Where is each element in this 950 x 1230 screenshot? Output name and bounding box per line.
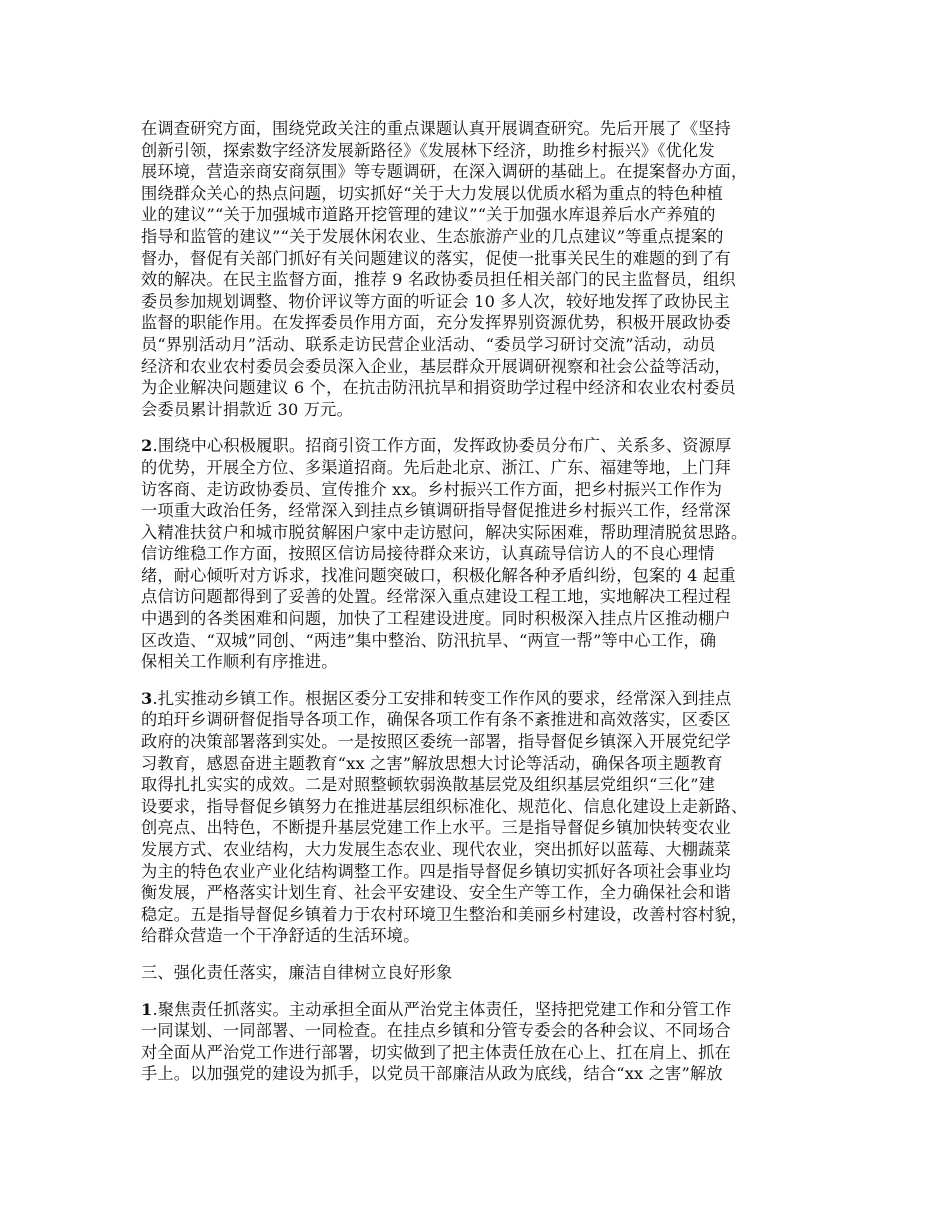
- text-line: 员“界别活动月”活动、联系走访民营企业活动、“委员学习研讨交流”活动，动员: [141, 334, 716, 354]
- text-line: 取得扎扎实实的成效。二是对照整顿软弱涣散基层党及组织基层党组织“三化”建: [141, 775, 716, 795]
- paragraph-section-3-1: [141, 999, 841, 1085]
- text-line: 经济和农业农村委员会委员深入企业，基层群众开展调研视察和社会公益等活动，: [141, 356, 731, 376]
- item-number: 2: [141, 436, 153, 456]
- text-line: 创亮点、出特色，不断提升基层党建工作上水平。三是指导督促乡镇加快转变农业: [141, 818, 731, 838]
- text-line: [141, 688, 841, 710]
- text-line: 信访维稳工作方面，按照区信访局接待群众来访，认真疏导信访人的不良心理情: [141, 544, 715, 564]
- text-line: 会委员累计捐款近 30 万元。: [141, 399, 353, 419]
- text-line: 发展方式、农业结构，大力发展生态农业、现代农业，突出抓好以蓝莓、大棚蔬菜: [141, 840, 731, 859]
- text-line: 中遇到的各类困难和问题，加快了工程建设进度。同时积极深入挂点片区推动棚户: [141, 609, 731, 629]
- text-line: 习教育，感恩奋进主题教育“xx 之害”解放思想大讨论等活动，确保各项主题教育: [141, 753, 723, 773]
- text-line: 给群众营造一个干净舒适的生活环境。: [141, 926, 420, 946]
- text-line: 衡发展，严格落实计划生育、社会平安建设、安全生产等工作，全力确保社会和谐: [141, 883, 731, 903]
- text-line: 访客商、走访政协委员、宣传推介 xx。乡村振兴工作方面，把乡村振兴工作作为: [141, 479, 723, 499]
- text-line: 一项重大政治任务，经常深入到挂点乡镇调研指导督促推进乡村振兴工作，经常深: [141, 501, 731, 521]
- item-number: 3: [141, 688, 153, 708]
- text-line: 一同谋划、一同部署、一同检查。在挂点乡镇和分管专委会的各种会议、不同场合: [141, 1021, 731, 1041]
- text-line: 绪，耐心倾听对方诉求，找准问题突破口，积极化解各种矛盾纠纷，包案的 4 起重: [141, 565, 736, 585]
- text-line: 效的解决。在民主监督方面，推荐 9 名政协委员担任相关部门的民主监督员，组织: [141, 270, 736, 290]
- text-line: 设要求，指导督促乡镇努力在推进基层组织标准化、规范化、信息化建设上走新路、: [141, 796, 748, 816]
- text-line: 督办，督促有关部门抓好有关问题建议的落实，促使一批事关民生的难题的到了有: [141, 248, 731, 268]
- document-body: [141, 118, 841, 1085]
- text-line: 的优势，开展全方位、多渠道招商。先后赴北京、浙江、广东、福建等地，上门拜: [141, 457, 731, 477]
- text-line: 围绕群众关心的热点问题，切实抓好“关于大力发展以优质水稻为重点的特色种植: [141, 183, 724, 203]
- text-line: 入精准扶贫户和城市脱贫解困户家中走访慰问，解决实际困难，帮助理清脱贫思路。: [141, 522, 748, 542]
- text-line: 政府的决策部署落到实处。一是按照区委统一部署，指导督促乡镇深入开展党纪学: [141, 732, 731, 752]
- text-line: [141, 999, 841, 1021]
- text-line-body: .聚焦责任抓落实。主动承担全面从严治党主体责任，坚持把党建工作和分管工作: [152, 999, 732, 1019]
- section-heading: [141, 962, 841, 984]
- text-line: 点信访问题都得到了妥善的处置。经常深入重点建设工程工地，实地解决工程过程: [141, 587, 731, 607]
- text-line: 监督的职能作用。在发挥委员作用方面，充分发挥界别资源优势，积极开展政协委: [141, 313, 731, 333]
- text-line: 为主的特色农业产业化结构调整工作。四是指导督促乡镇切实抓好各项社会事业均: [141, 861, 731, 881]
- text-line: 区改造、“双城”同创、“两违”集中整治、防汛抗旱、“两宣一帮”等中心工作，确: [141, 630, 717, 650]
- text-line: 指导和监管的建议”“关于发展休闲农业、生态旅游产业的几点建议”等重点提案的: [141, 226, 724, 246]
- heading-text: 三、强化责任落实，廉洁自律树立良好形象: [141, 962, 453, 982]
- text-line: 为企业解决问题建议 6 个，在抗击防汛抗旱和捐资助学过程中经济和农业农村委员: [141, 378, 736, 398]
- paragraph-section-2: [141, 435, 841, 673]
- text-line: 稳定。五是指导督促乡镇着力于农村环境卫生整治和美丽乡村建设，改善村容村貌，: [141, 904, 748, 924]
- text-line: 委员参加规划调整、物价评议等方面的听证会 10 多人次，较好地发挥了政协民主: [141, 291, 730, 311]
- text-line-body: .围绕中心积极履职。招商引资工作方面，发挥政协委员分布广、关系多、资源厚: [152, 436, 732, 456]
- text-line: 的珀玕乡调研督促指导各项工作，确保各项工作有条不紊推进和高效落实，区委区: [141, 710, 731, 730]
- text-line-body: .扎实推动乡镇工作。根据区委分工安排和转变工作作风的要求，经常深入到挂点: [152, 688, 732, 708]
- text-line: 保相关工作顺利有序推进。: [141, 652, 338, 672]
- text-line: [141, 435, 841, 457]
- text-line: 在调查研究方面，围绕党政关注的重点课题认真开展调查研究。先后开展了《坚持: [141, 119, 731, 138]
- item-number: 1: [141, 999, 153, 1019]
- text-line: 创新引领，探索数字经济发展新路径》《发展林下经济，助推乡村振兴》《优化发: [141, 140, 715, 160]
- paragraph-research-proposals: [141, 118, 841, 420]
- text-line: 业的建议”“关于加强城市道路开挖管理的建议”“关于加强水库退养后水产养殖的: [141, 205, 716, 225]
- text-line: 展环境，营造亲商安商氛围》等专题调研，在深入调研的基础上。在提案督办方面，: [141, 162, 748, 182]
- text-line: 对全面从严治党工作进行部署，切实做到了把主体责任放在心上、扛在肩上、抓在: [141, 1042, 731, 1062]
- text-line: 手上。以加强党的建设为抓手，以党员干部廉洁从政为底线，结合“xx 之害”解放: [141, 1064, 723, 1084]
- paragraph-section-3: [141, 688, 841, 947]
